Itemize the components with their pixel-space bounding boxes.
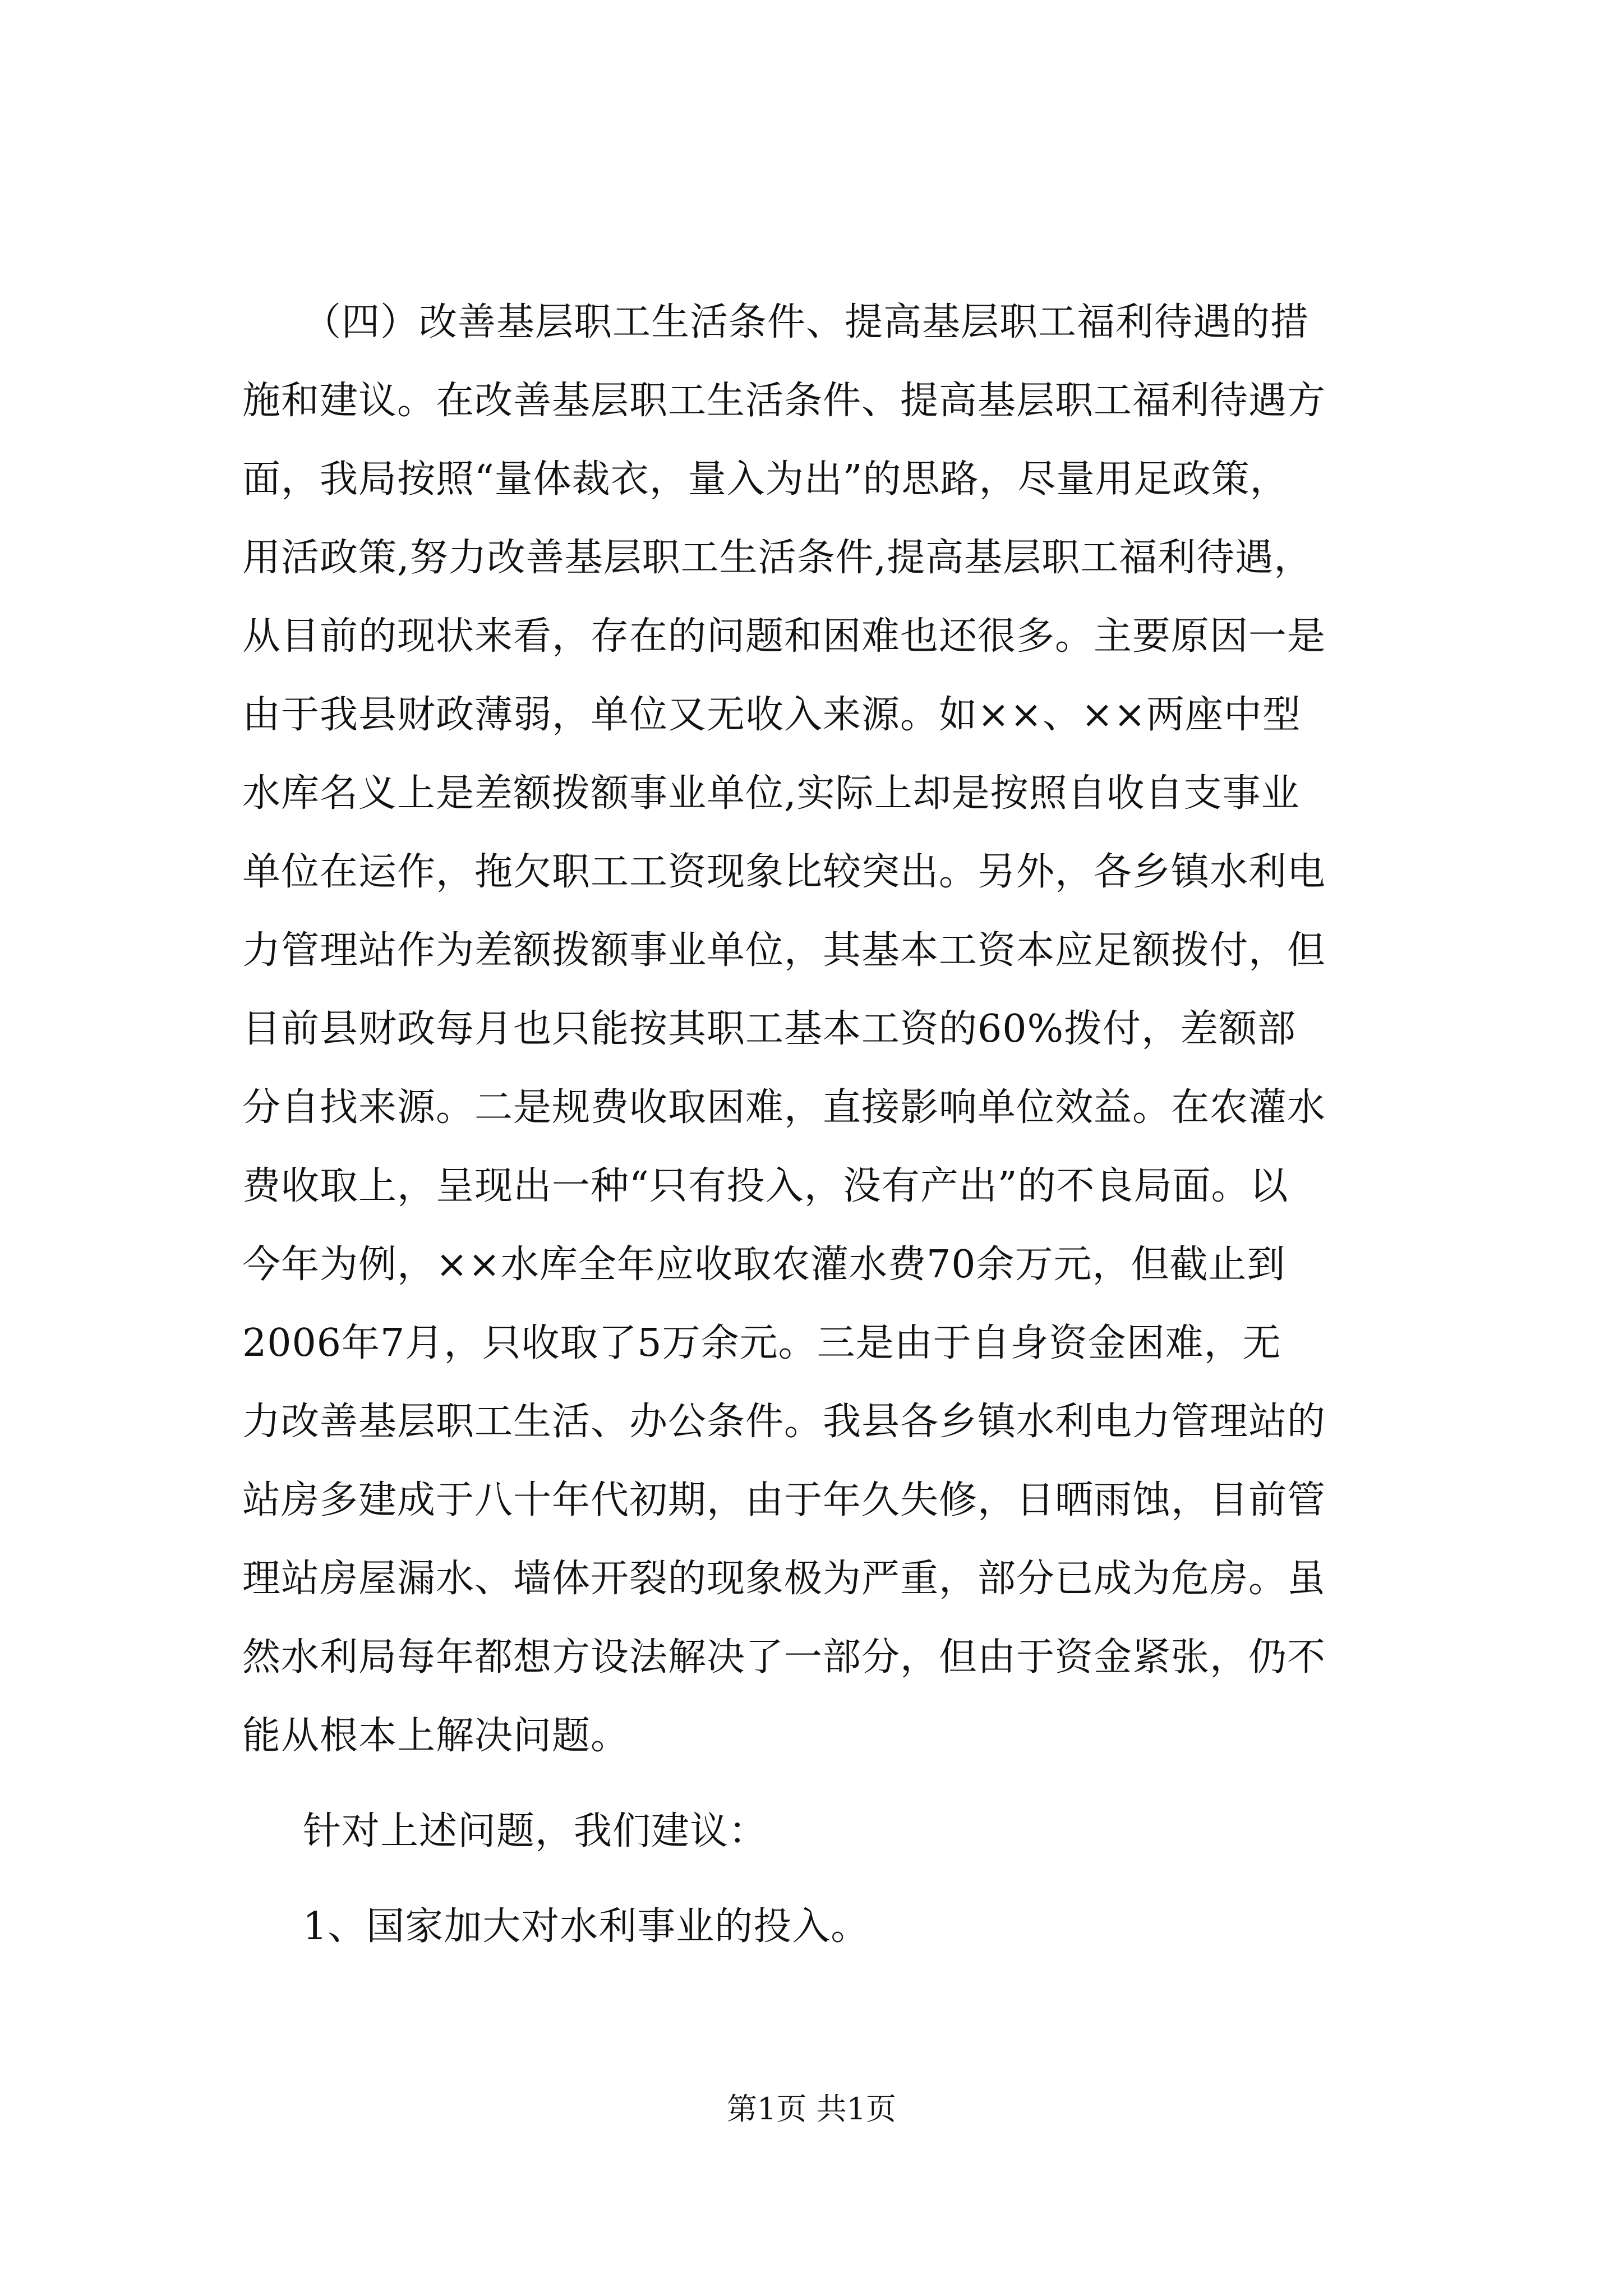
paragraph-line: 水库名义上是差额拨额事业单位,实际上却是按照自收自支事业 (242, 771, 1300, 816)
paragraph-line: 由于我县财政薄弱，单位又无收入来源。如××、××两座中型 (242, 693, 1301, 737)
paragraph-line: 然水利局每年都想方设法解决了一部分，但由于资金紧张，仍不 (242, 1635, 1326, 1680)
paragraph-line: 2006年7月，只收取了5万余元。三是由于自身资金困难，无 (242, 1321, 1281, 1365)
paragraph-line: 理站房屋漏水、墙体开裂的现象极为严重，部分已成为危房。虽 (242, 1557, 1326, 1601)
paragraph-line: 目前县财政每月也只能按其职工基本工资的60%拨付，差额部 (242, 1007, 1297, 1051)
suggestion-item: 1、国家加大对水利事业的投入。 (303, 1904, 870, 1949)
paragraph-line: 施和建议。在改善基层职工生活条件、提高基层职工福利待遇方 (242, 379, 1326, 423)
paragraph-line: 单位在运作，拖欠职工工资现象比较突出。另外，各乡镇水利电 (242, 850, 1326, 894)
page-footer: 第1页 共1页 (727, 2091, 896, 2127)
suggestion-intro: 针对上述问题，我们建议： (303, 1809, 768, 1853)
paragraph-line: 分自找来源。二是规费收取困难，直接影响单位效益。在农灌水 (242, 1085, 1326, 1130)
paragraph-line: 能从根本上解决问题。 (242, 1714, 630, 1758)
paragraph-line: 用活政策,努力改善基层职工生活条件,提高基层职工福利待遇， (242, 536, 1313, 580)
paragraph-line: 面，我局按照“量体裁衣，量入为出”的思路，尽量用足政策， (242, 457, 1289, 501)
paragraph-line: 站房多建成于八十年代初期，由于年久失修，日晒雨蚀，目前管 (242, 1478, 1326, 1522)
paragraph-line: 从目前的现状来看，存在的问题和困难也还很多。主要原因一是 (242, 614, 1326, 659)
paragraph-line: 力管理站作为差额拨额事业单位，其基本工资本应足额拨付，但 (242, 928, 1326, 973)
paragraph-line: 今年为例，××水库全年应收取农灌水费70余万元，但截止到 (242, 1243, 1286, 1287)
paragraph-line: 费收取上，呈现出一种“只有投入，没有产出”的不良局面。以 (242, 1164, 1289, 1208)
paragraph-line: （四）改善基层职工生活条件、提高基层职工福利待遇的措 (303, 300, 1310, 344)
paragraph-line: 力改善基层职工生活、办公条件。我县各乡镇水利电力管理站的 (242, 1400, 1326, 1444)
